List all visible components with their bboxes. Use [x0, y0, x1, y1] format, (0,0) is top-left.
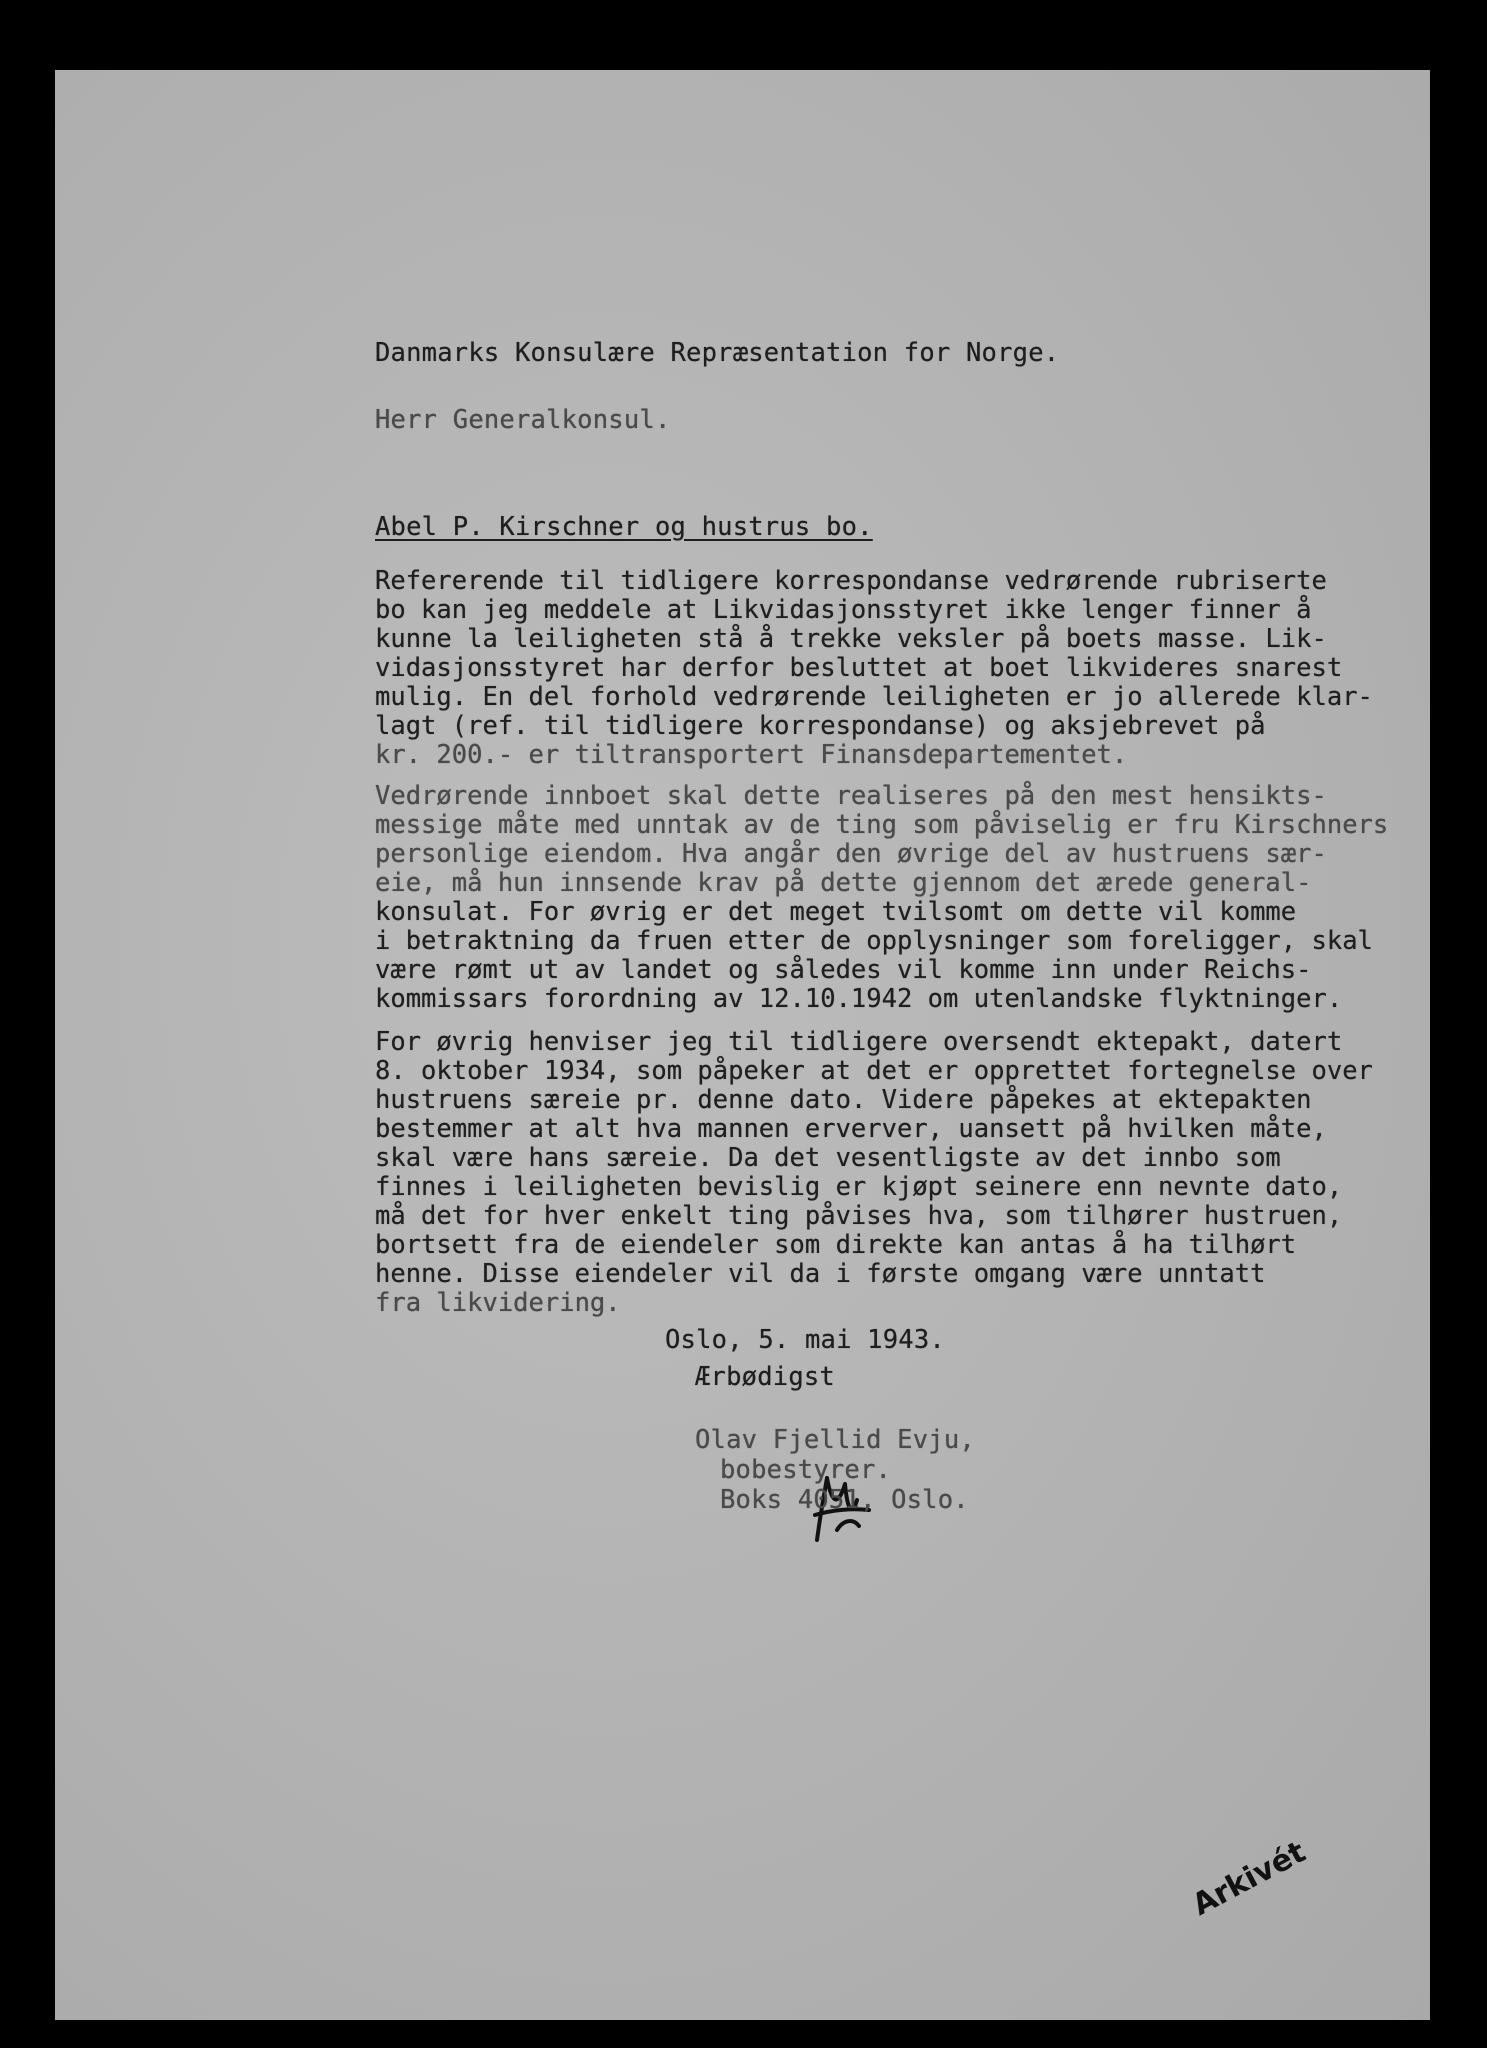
- text-line: 8. oktober 1934, som påpeker at det er opprettet fortegnelse over: [375, 1056, 1373, 1086]
- text-line: finnes i leiligheten bevislig er kjøpt seinere enn nevnte dato,: [375, 1172, 1343, 1202]
- text-line: konsulat. For øvrig er det meget tvilsomt om dette vil komme: [375, 897, 1297, 927]
- text-line: Refererende til tidligere korrespondanse vedrørende rubriserte: [375, 566, 1327, 596]
- text-line: messige måte med unntak av de ting som påviselig er fru Kirschners: [375, 810, 1389, 840]
- letter-page: [55, 70, 1430, 2020]
- text-line: For øvrig henviser jeg til tidligere oversendt ektepakt, datert: [375, 1027, 1343, 1057]
- paragraph-1: [375, 567, 1373, 770]
- text-line: i betraktning da fruen etter de opplysninger som foreligger, skal: [375, 926, 1373, 956]
- text-line: mulig. En del forhold vedrørende leiligheten er jo allerede klar-: [375, 682, 1373, 712]
- text-line: personlige eiendom. Hva angår den øvrige del av hustruens sær-: [375, 839, 1327, 869]
- paragraph-2: [375, 782, 1388, 1014]
- text-line: hustruens særeie pr. denne dato. Videre påpekes at ektepakten: [375, 1085, 1312, 1115]
- text-line: bortsett fra de eiendeler som direkte kan antas å ha tilhørt: [375, 1230, 1297, 1260]
- paragraph-3: [375, 1028, 1373, 1318]
- text-line: Vedrørende innboet skal dette realiseres på den mest hensikts-: [375, 781, 1327, 811]
- text-line: eie, må hun innsende krav på dette gjennom det ærede general-: [375, 868, 1312, 898]
- recipient-line: Danmarks Konsulære Repræsentation for Norge.: [375, 338, 1060, 368]
- signer-name: Olav Fjellid Evju,: [695, 1425, 975, 1455]
- text-line: bestemmer at alt hva mannen erverver, uansett på hvilken måte,: [375, 1114, 1327, 1144]
- text-line: være rømt ut av landet og således vil komme inn under Reichs-: [375, 955, 1312, 985]
- salutation: Herr Generalkonsul.: [375, 405, 671, 435]
- text-line: fra likvidering.: [375, 1288, 621, 1318]
- archive-stamp: Arkivét: [1186, 1834, 1312, 1923]
- signer-title: bobestyrer.: [720, 1455, 892, 1485]
- text-line: vidasjonsstyret har derfor besluttet at boet likvideres snarest: [375, 653, 1343, 683]
- text-line: kr. 200.- er tiltransportert Finansdepartementet.: [375, 740, 1128, 770]
- closing: Ærbødigst: [695, 1362, 835, 1392]
- text-line: skal være hans særeie. Da det vesentligste av det innbo som: [375, 1143, 1281, 1173]
- subject-line: Abel P. Kirschner og hustrus bo.: [375, 512, 873, 542]
- text-line: kommissars forordning av 12.10.1942 om utenlandske flyktninger.: [375, 984, 1343, 1014]
- text-line: må det for hver enkelt ting påvises hva, som tilhører hustruen,: [375, 1201, 1343, 1231]
- place-date: Oslo, 5. mai 1943.: [665, 1325, 945, 1355]
- text-line: kunne la leiligheten stå å trekke veksler på boets masse. Lik-: [375, 624, 1327, 654]
- text-line: lagt (ref. til tidligere korrespondanse) og aksjebrevet på: [375, 711, 1266, 741]
- signer-address: Boks 4051, Oslo.: [720, 1485, 969, 1515]
- text-line: henne. Disse eiendeler vil da i første omgang være unntatt: [375, 1259, 1266, 1289]
- text-line: bo kan jeg meddele at Likvidasjonsstyret ikke lenger finner å: [375, 595, 1312, 625]
